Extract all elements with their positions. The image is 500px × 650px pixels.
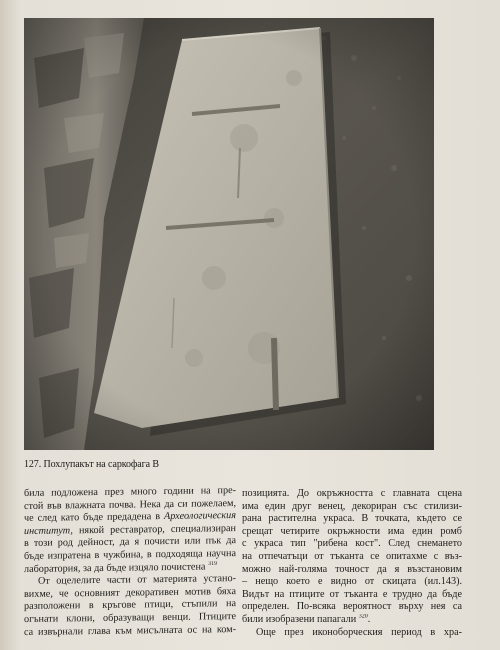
text-column-right: [242, 488, 462, 639]
text-line: срещат четирите окръжности има един ромб: [242, 525, 462, 537]
text-line: можно най-голяма точност да я възстановим: [242, 563, 462, 575]
text-line: позицията. До окръжността с главната сцена: [242, 488, 462, 499]
text-line: Още през иконоборческия период в хра-: [256, 626, 462, 638]
footnote-ref: 319: [207, 560, 217, 567]
text-line: са извърнали глава към мисълната ос на ком-: [24, 623, 236, 638]
text-line: определен. По-всяка вероятност върху нея са: [242, 601, 462, 613]
text-line: била подложена през много години на пре-: [24, 485, 236, 499]
text-line: с украса тип "рибена кост". След снемането: [242, 538, 462, 550]
figure-ref: (ил.143).: [424, 576, 462, 588]
text-span: че след като бъде предадена в: [24, 511, 161, 525]
text-line: огънати клони, образуващи венци. Птиците: [24, 610, 236, 625]
text-line: разположени в кръгове птици, стъпили на: [24, 598, 236, 613]
figure-caption: 127. Похлупакът на саркофага В: [24, 459, 159, 470]
text-line: в този род дейност, да я почисти или пък да: [24, 535, 236, 550]
text-line: има един друг венец, декориран със стилизи-: [242, 500, 462, 512]
text-line: От оцелелите части от материята устано-: [38, 573, 236, 587]
text-span: някой реставратор, специализиран: [78, 522, 236, 537]
text-span: били изобразени папагали: [242, 613, 357, 625]
text-line: вихме, че основният декоративен мотив бяха: [24, 585, 236, 600]
text-line: бъде изпратена в чужбина, в подходяща научна: [24, 548, 236, 562]
text-line: [242, 576, 462, 589]
sarcophagus-lid-photo: [24, 18, 434, 450]
text-column-left: [24, 485, 236, 639]
italic-term: Археологическия: [164, 510, 236, 523]
text-span: – нещо което е видно от скицата: [242, 576, 417, 588]
italic-term: институт,: [24, 525, 73, 537]
text-line: били изобразени папагали $^{320}$.: [242, 613, 371, 625]
text-line: рана растителна украса. В точката, където се: [242, 513, 462, 525]
text-line: Видът на птиците от тъканта е трудно да бъде: [242, 588, 462, 600]
text-line: на отпечатъци от тъканта се опитахме с въз-: [242, 550, 462, 562]
text-span: лаборатория, за да бъде изцяло почистена: [24, 561, 206, 575]
footnote-ref: 320: [358, 613, 368, 620]
text-line: стой във влажната почва. Нека да си пожелаем,: [24, 497, 236, 512]
